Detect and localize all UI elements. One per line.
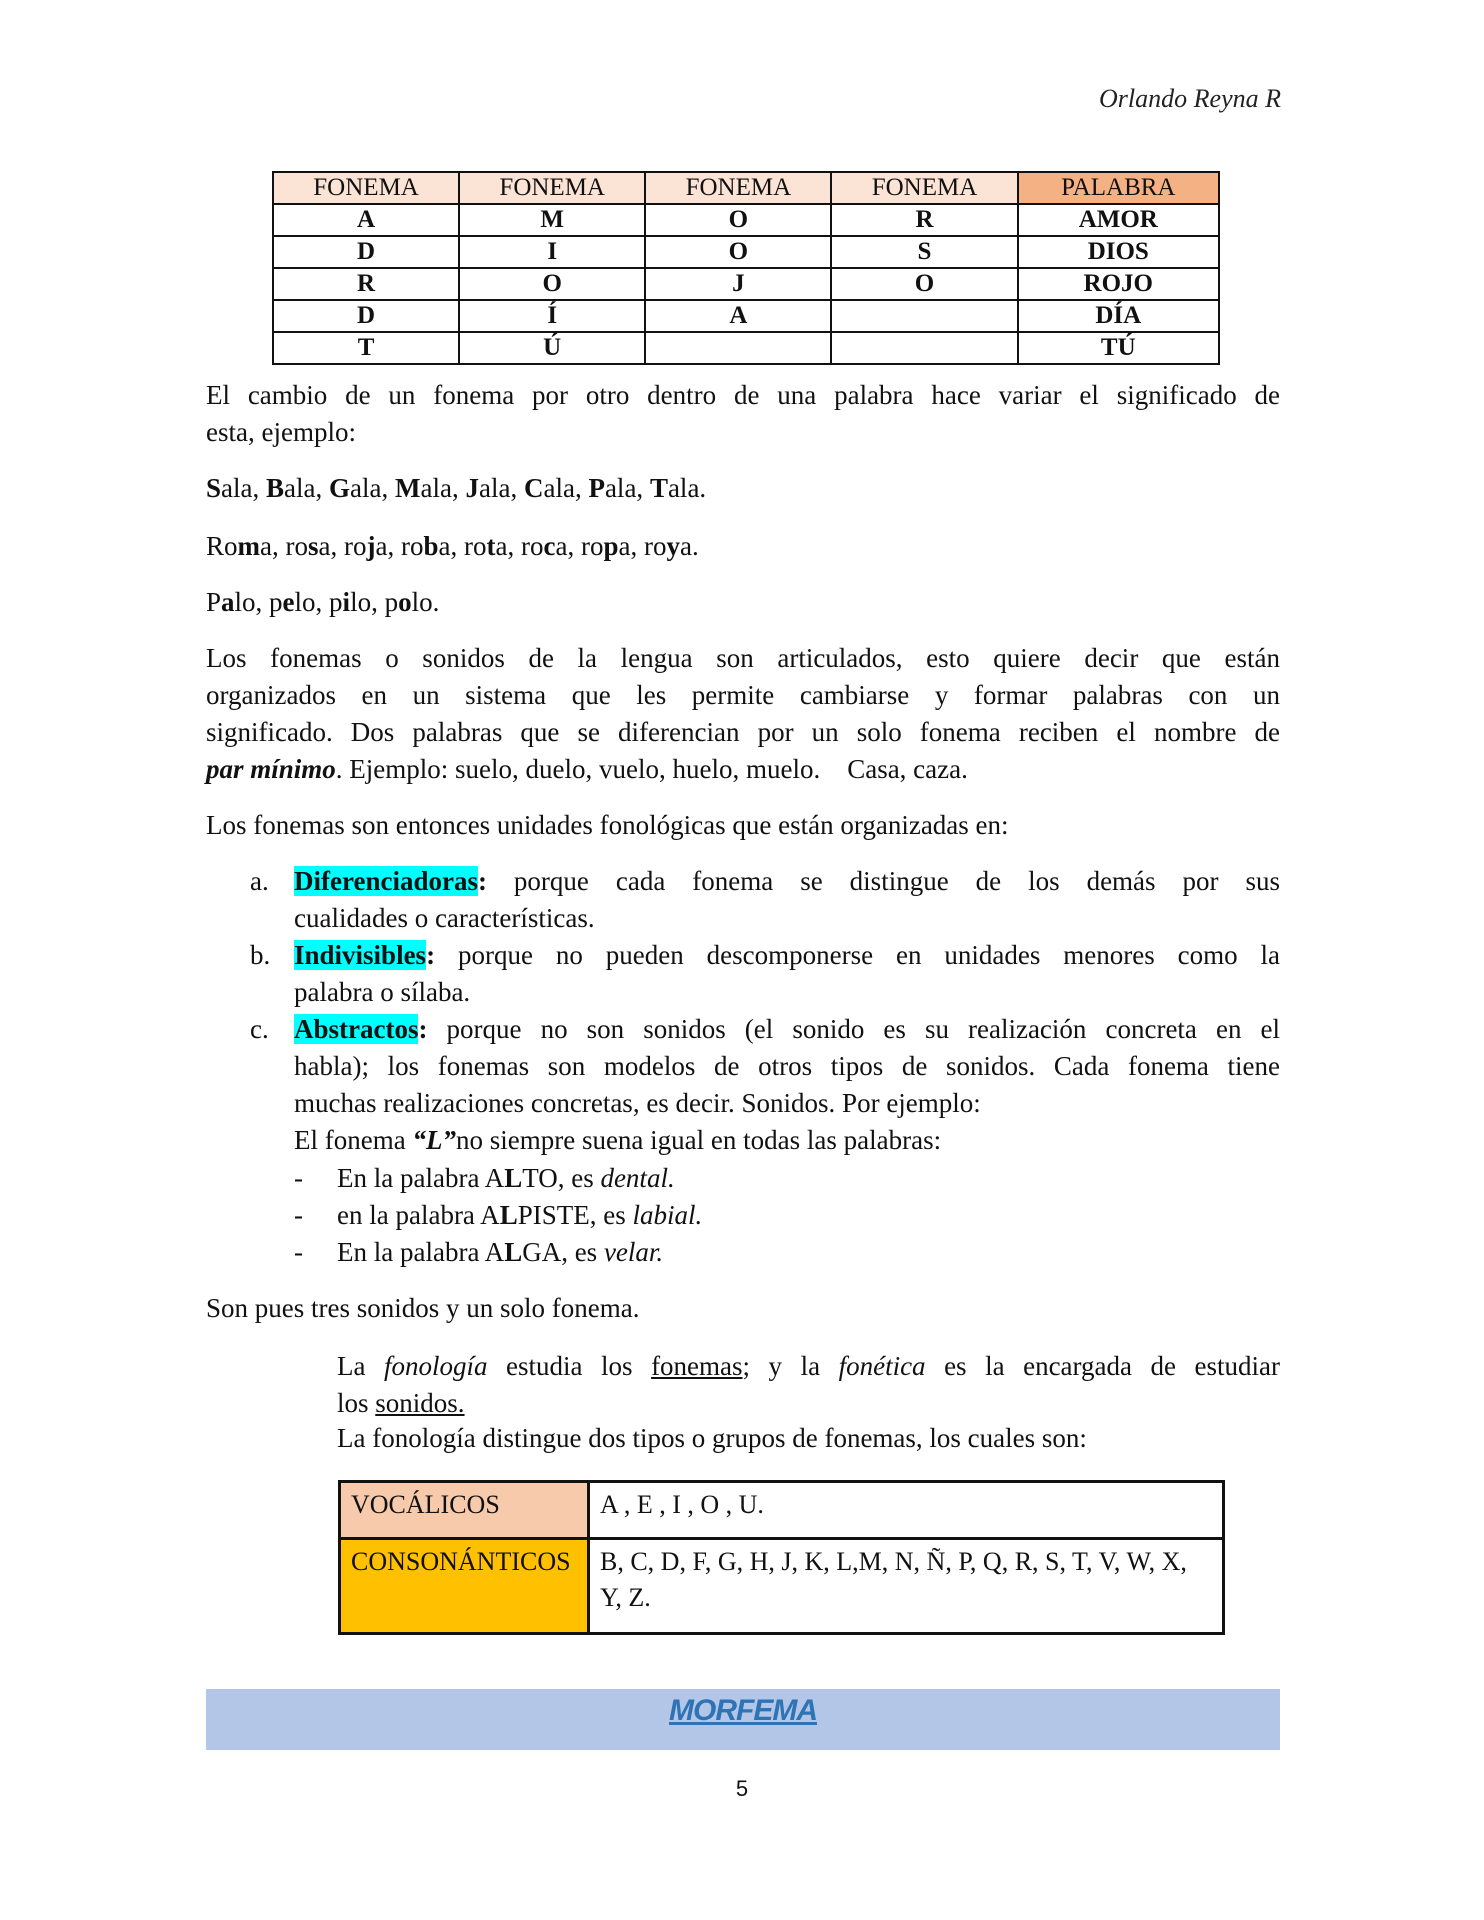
text-segment: Ro (206, 531, 238, 561)
list-item-line (294, 1048, 1280, 1085)
paragraph-line (337, 1420, 1087, 1457)
column-header: FONEMA (459, 172, 645, 204)
list-item-line (294, 937, 1280, 974)
table-cell (831, 332, 1017, 364)
table-cell: ROJO (1018, 268, 1219, 300)
table-row (273, 268, 1219, 300)
text-segment: ala, (350, 473, 396, 503)
paragraph-line (337, 1385, 465, 1422)
paragraph-line (206, 1290, 639, 1327)
example-sala (206, 470, 706, 507)
example-roma (206, 528, 699, 565)
text-segment: ala. (667, 473, 707, 503)
text-segment: e (282, 587, 295, 617)
dash-item (337, 1160, 675, 1197)
text-segment: muchas realizaciones concretas, es decir. Sonidos. Por ejemplo: (294, 1088, 981, 1118)
text-segment: dental. (600, 1163, 675, 1193)
text-segment: La (337, 1351, 384, 1381)
text-segment: a. (679, 531, 699, 561)
text-segment: ala, (478, 473, 524, 503)
table-cell: AMOR (1018, 204, 1219, 236)
text-segment: o (398, 587, 412, 617)
text-segment: ; y la (742, 1351, 839, 1381)
text-segment: P (588, 473, 605, 503)
text-segment: : (418, 1014, 428, 1044)
text-segment: a, ro (438, 531, 487, 561)
page-number: 5 (735, 1776, 749, 1801)
text-segment: En la palabra A (337, 1163, 505, 1193)
highlighted-term: Indivisibles (294, 940, 427, 970)
text-segment: Los fonemas son entonces unidades fonológicas que están organizadas en: (206, 810, 1009, 840)
paragraph-line (206, 714, 1280, 751)
section-title: MORFEMA (669, 1694, 817, 1727)
text-segment: Los fonemas o sonidos de la lengua son articulados, esto quiere decir que están (206, 643, 1280, 673)
text-segment: los (337, 1388, 376, 1418)
table-cell: D (273, 236, 459, 268)
text-segment: estudia los (487, 1351, 652, 1381)
list-item-line (294, 974, 470, 1011)
table-cell (645, 332, 831, 364)
paragraph-line (206, 807, 1009, 844)
text-segment: “L” (412, 1125, 456, 1155)
text-segment: sonidos. (375, 1388, 465, 1418)
text-segment: a (221, 587, 235, 617)
table-cell: D (273, 300, 459, 332)
text-segment: ala, (221, 473, 267, 503)
column-header: FONEMA (645, 172, 831, 204)
text-segment: lo, p (234, 587, 283, 617)
group-label-consonanticos: CONSONÁNTICOS (340, 1539, 589, 1634)
text-segment: GA, es (522, 1237, 604, 1267)
table-row (273, 204, 1219, 236)
text-segment: cualidades o características. (294, 903, 595, 933)
dash-marker: - (294, 1200, 303, 1230)
section-heading-bar (206, 1689, 1280, 1750)
paragraph-line (206, 377, 1280, 414)
list-marker: b. (250, 940, 271, 970)
column-header: FONEMA (831, 172, 1017, 204)
table-cell: R (273, 268, 459, 300)
text-segment: palabra o sílaba. (294, 977, 471, 1007)
column-header: FONEMA (273, 172, 459, 204)
table-row (340, 1482, 1224, 1539)
column-header-palabra: PALABRA (1018, 172, 1219, 204)
text-segment: porque no son sonidos (el sonido es su realización concreta en el (427, 1014, 1280, 1044)
text-segment: M (395, 473, 421, 503)
table-row (340, 1539, 1224, 1634)
table-row (273, 300, 1219, 332)
text-segment: TO, es (522, 1163, 601, 1193)
text-segment: b (423, 531, 439, 561)
text-segment: La fonología distingue dos tipos o grupos de fonemas, los cuales son: (337, 1423, 1087, 1453)
text-segment: a, ro (375, 531, 424, 561)
dash-item (337, 1197, 702, 1234)
text-segment: esta, ejemplo: (206, 417, 356, 447)
list-item-line (294, 863, 1280, 900)
paragraph-line (337, 1348, 1280, 1385)
text-segment: : (477, 866, 487, 896)
text-segment: par mínimo (206, 754, 336, 784)
text-segment: El cambio de un fonema por otro dentro de una palabra hace variar el significado de (206, 380, 1280, 410)
table-cell (831, 300, 1017, 332)
table-cell: DIOS (1018, 236, 1219, 268)
text-segment: organizados en un sistema que les permite cambiarse y formar palabras con un (206, 680, 1280, 710)
header-author: Orlando Reyna R (1099, 84, 1281, 113)
group-label-vocalicos: VOCÁLICOS (340, 1482, 589, 1539)
text-segment: P (206, 587, 222, 617)
text-segment: S (206, 473, 222, 503)
text-segment: lo, p (294, 587, 343, 617)
text-segment: L (499, 1200, 518, 1230)
text-segment: Son pues tres sonidos y un solo fonema. (206, 1293, 640, 1323)
table-header-row (273, 172, 1219, 204)
table-cell: Ú (459, 332, 645, 364)
paragraph-line (206, 640, 1280, 677)
list-marker: a. (250, 866, 269, 896)
list-item-line (294, 1122, 941, 1159)
text-segment: a, ro (318, 531, 367, 561)
dash-marker: - (294, 1163, 303, 1193)
highlighted-term: Abstractos (294, 1014, 419, 1044)
text-segment: s (308, 531, 319, 561)
text-segment: L (504, 1237, 523, 1267)
table-cell: A (273, 204, 459, 236)
highlighted-term: Diferenciadoras (294, 866, 478, 896)
text-segment: j (366, 531, 376, 561)
text-segment: fonología (384, 1351, 488, 1381)
group-value: A , E , I , O , U. (589, 1482, 1224, 1539)
table-row (273, 332, 1219, 364)
text-segment: G (329, 473, 351, 503)
text-segment: en la palabra A (337, 1200, 500, 1230)
text-segment: porque cada fonema se distingue de los demás por sus (486, 866, 1280, 896)
table-row (273, 236, 1219, 268)
text-segment: porque no pueden descomponerse en unidades menores como la (435, 940, 1280, 970)
text-segment: m (237, 531, 261, 561)
text-segment: es la encargada de estudiar (925, 1351, 1280, 1381)
paragraph-line (206, 414, 356, 451)
text-segment: lo. (411, 587, 440, 617)
text-segment: ala, (420, 473, 466, 503)
text-segment: a, ro (618, 531, 667, 561)
text-segment: T (649, 473, 668, 503)
text-segment: significado. Dos palabras que se diferencian por un solo fonema reciben el nombre de (206, 717, 1280, 747)
text-segment: : (426, 940, 436, 970)
text-segment: El fonema (294, 1125, 413, 1155)
text-segment: B (266, 473, 285, 503)
text-segment: t (486, 531, 496, 561)
text-segment: no siempre suena igual en todas las palabras: (455, 1125, 942, 1155)
text-segment: ala, (543, 473, 589, 503)
list-item-line (294, 1085, 981, 1122)
text-segment: L (504, 1163, 523, 1193)
list-item-line (294, 900, 595, 937)
text-segment: y (666, 531, 680, 561)
text-segment: habla); los fonemas son modelos de otros tipos de sonidos. Cada fonema tiene (294, 1051, 1280, 1081)
table-cell: O (645, 236, 831, 268)
table-cell: TÚ (1018, 332, 1219, 364)
text-segment: fonética (838, 1351, 926, 1381)
table-cell: M (459, 204, 645, 236)
table-cell: R (831, 204, 1017, 236)
text-segment: fonemas (651, 1351, 743, 1381)
table-cell: DÍA (1018, 300, 1219, 332)
paragraph-line (206, 751, 968, 788)
table-cell: I (459, 236, 645, 268)
list-marker: c. (250, 1014, 269, 1044)
text-segment: lo, p (350, 587, 399, 617)
dash-marker: - (294, 1237, 303, 1267)
group-value: B, C, D, F, G, H, J, K, L,M, N, Ñ, P, Q, R, S, T, V, W, X, Y, Z. (589, 1539, 1224, 1634)
table-cell: T (273, 332, 459, 364)
text-segment: labial. (632, 1200, 703, 1230)
text-segment: J (465, 473, 479, 503)
text-segment: C (523, 473, 544, 503)
text-segment: velar. (603, 1237, 664, 1267)
phoneme-table (272, 171, 1220, 365)
text-segment: a, ro (260, 531, 308, 561)
text-segment: i (342, 587, 351, 617)
phoneme-groups-table (338, 1480, 1225, 1635)
text-segment: ala, (284, 473, 330, 503)
table-cell: O (831, 268, 1017, 300)
table-cell: O (645, 204, 831, 236)
example-palo (206, 584, 439, 621)
text-segment: p (603, 531, 619, 561)
table-cell: J (645, 268, 831, 300)
table-cell: Í (459, 300, 645, 332)
text-segment: PISTE, es (517, 1200, 633, 1230)
text-segment: En la palabra A (337, 1237, 505, 1267)
table-cell: A (645, 300, 831, 332)
text-segment: a, ro (555, 531, 604, 561)
text-segment: . Ejemplo: suelo, duelo, vuelo, huelo, muelo. Casa, caza. (335, 754, 968, 784)
text-segment: a, ro (495, 531, 544, 561)
list-item-line (294, 1011, 1280, 1048)
paragraph-line (206, 677, 1280, 714)
table-cell: O (459, 268, 645, 300)
text-segment: c (543, 531, 556, 561)
table-cell: S (831, 236, 1017, 268)
text-segment: ala, (604, 473, 650, 503)
dash-item (337, 1234, 663, 1271)
